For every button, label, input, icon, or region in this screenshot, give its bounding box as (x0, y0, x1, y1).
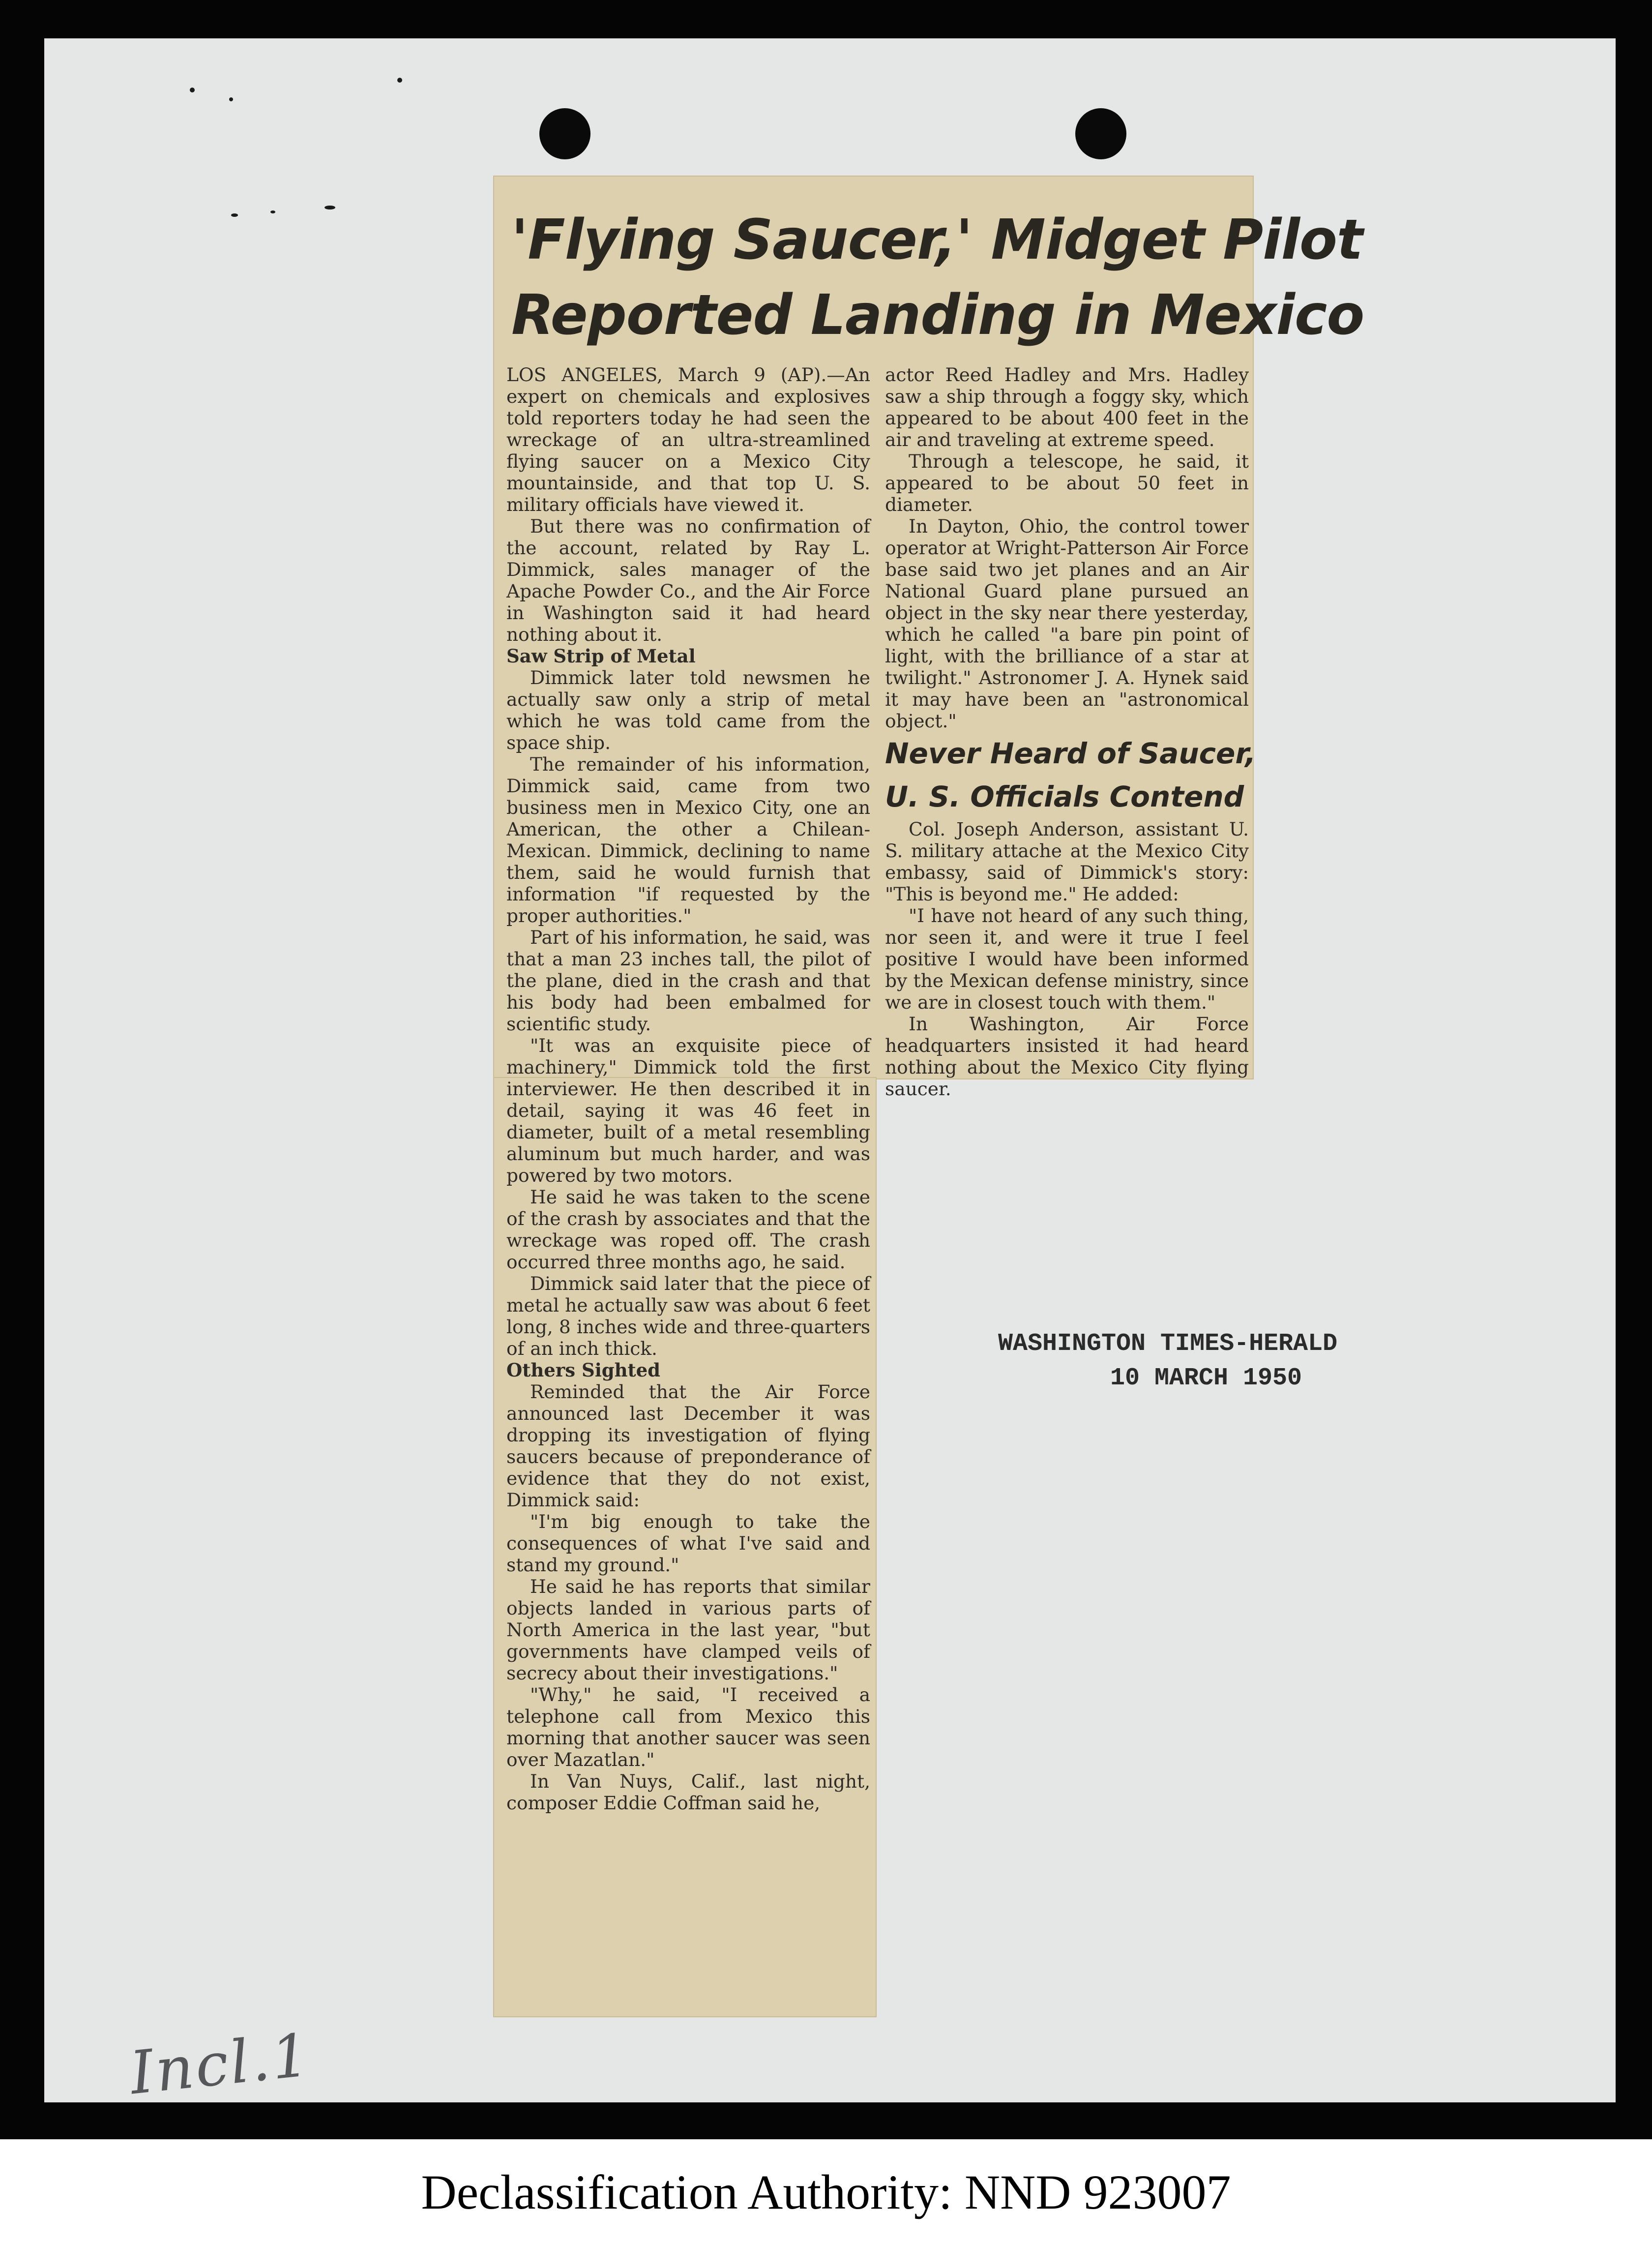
paragraph: Through a telescope, he said, it appeared to be about 50 feet in diameter. (885, 450, 1249, 515)
declassification-text: Declassification Authority: NND 923007 (421, 2165, 1231, 2219)
typed-date: 10 MARCH 1950 (1110, 1364, 1302, 1392)
paragraph: Dimmick later told newsmen he actually saw only a strip of metal which he was told came from the space ship. (506, 667, 870, 753)
paragraph: "I have not heard of any such thing, nor seen it, and were it true I feel positive I would have been informed by the Mexican defense ministry, since we are in closest touch with them." (885, 905, 1249, 1013)
punch-hole-left (539, 108, 590, 159)
paragraph: Reminded that the Air Force announced last December it was dropping its investigation of flying saucers because of preponderance of evidence that they do not exist, Dimmick said: (506, 1381, 870, 1511)
paragraph: Part of his information, he said, was that a man 23 inches tall, the pilot of the plane, died in the crash and that his body had been embalmed for scientific study. (506, 927, 870, 1035)
paragraph: He said he was taken to the scene of the crash by associates and that the wreckage was roped off. The crash occurred three months ago, he said. (506, 1186, 870, 1273)
headline-line-1: 'Flying Saucer,' Midget Pilot (511, 208, 1363, 272)
typed-source: WASHINGTON TIMES-HERALD (998, 1330, 1338, 1358)
declassification-footer (0, 2139, 1652, 2245)
section-headline-line-2: U. S. Officials Contend (885, 780, 1244, 813)
paragraph: The remainder of his information, Dimmick said, came from two business men in Mexico City, one an American, the other a Chilean-Mexican. Dimmick, declining to name them, said he would furnish that information "if requested by the proper authorities." (506, 753, 870, 927)
paragraph: In Dayton, Ohio, the control tower operator at Wright-Patterson Air Force base said two jet planes and an Air National Guard plane pursued an object in the sky near there yesterday, which he called "a bare pin point of light, with the brilliance of a star at twilight." Astronomer J. A. Hynek said it may have been an "astronomical object." (885, 515, 1249, 732)
paragraph: He said he has reports that similar objects landed in various parts of North America in the last year, "but governments have clamped veils of secrecy about their investigations." (506, 1576, 870, 1684)
paragraph: "I'm big enough to take the consequences of what I've said and stand my ground." (506, 1511, 870, 1576)
paragraph: Col. Joseph Anderson, assistant U. S. military attache at the Mexico City embassy, said of Dimmick's story: "This is beyond me." He added: (885, 818, 1249, 905)
article-column-1 (506, 364, 870, 1814)
speck (231, 213, 238, 217)
speck (270, 210, 275, 213)
subhead: Saw Strip of Metal (506, 645, 696, 667)
punch-hole-right (1075, 108, 1126, 159)
headline-line-2: Reported Landing in Mexico (511, 283, 1364, 347)
speck (190, 88, 195, 92)
paragraph: In Van Nuys, Calif., last night, composer Eddie Coffman said he, (506, 1770, 870, 1814)
paragraph: Dimmick said later that the piece of metal he actually saw was about 6 feet long, 8 inches wide and three-quarters of an inch thick. (506, 1273, 870, 1359)
paragraph: "Why," he said, "I received a telephone call from Mexico this morning that another saucer was seen over Mazatlan." (506, 1684, 870, 1770)
speck (324, 206, 335, 210)
speck (229, 97, 233, 101)
handwritten-note: Incl.1 (127, 2021, 315, 2108)
paragraph: LOS ANGELES, March 9 (AP).—An expert on chemicals and explosives told reporters today he had seen the wreckage of an ultra-streamlined flying saucer on a Mexico City mountainside, and that top U. S. military officials have viewed it. (506, 364, 870, 515)
section-headline-line-1: Never Heard of Saucer, (885, 737, 1256, 770)
subhead: Others Sighted (506, 1359, 661, 1381)
paragraph: "It was an exquisite piece of machinery," Dimmick told the first interviewer. He then described it in detail, saying it was 46 feet in diameter, built of a metal resembling aluminum but much harder, and was powered by two motors. (506, 1035, 870, 1186)
paragraph: In Washington, Air Force headquarters insisted it had heard nothing about the Mexico City flying saucer. (885, 1013, 1249, 1100)
paragraph: But there was no confirmation of the account, related by Ray L. Dimmick, sales manager of the Apache Powder Co., and the Air Force in Washington said it had heard nothing about it. (506, 515, 870, 645)
speck (397, 78, 402, 83)
article-column-2 (885, 364, 1256, 1100)
paragraph: actor Reed Hadley and Mrs. Hadley saw a ship through a foggy sky, which appeared to be about 400 feet in the air and traveling at extreme speed. (885, 364, 1249, 450)
